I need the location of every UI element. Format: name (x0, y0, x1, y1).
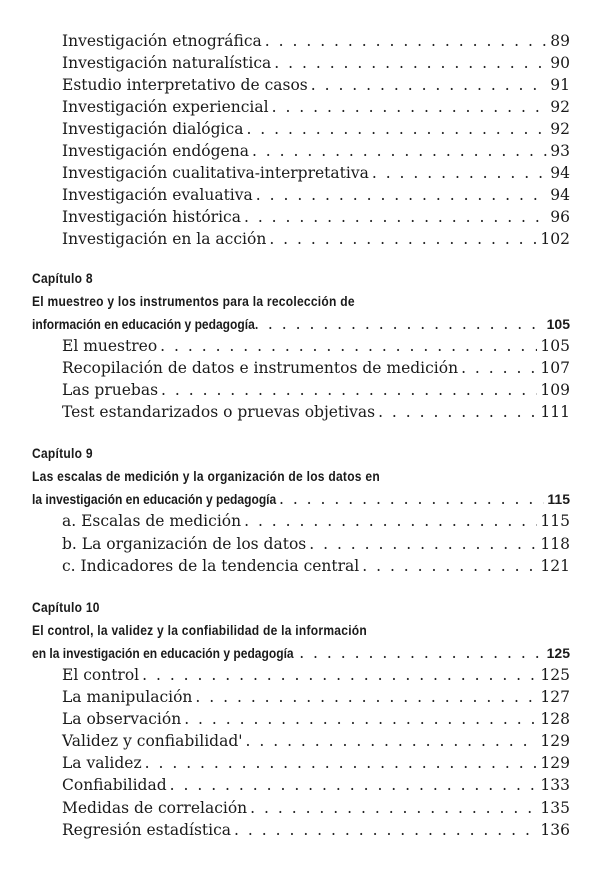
toc-entry-page: 107 (540, 359, 570, 377)
toc-entry-title: c. Indicadores de la tendencia central (62, 557, 360, 575)
toc-entry-page: 93 (550, 142, 570, 160)
dot-leader (372, 162, 547, 184)
toc-entry-title: Recopilación de datos e instrumentos de medición (62, 359, 459, 377)
toc-entry-title: Estudio interpretativo de casos (62, 76, 308, 94)
chapter-title: El muestreo y los instrumentos para la recolección de (32, 293, 355, 309)
chapter-page: 105 (546, 316, 570, 332)
toc-entry-page: 118 (540, 535, 570, 553)
toc-entry-page: 129 (540, 732, 570, 750)
toc-entry-title: Investigación experiencial (62, 98, 269, 116)
toc-entry-title: El muestreo (62, 337, 158, 355)
toc-entry-page: 92 (550, 98, 570, 116)
toc-entry-title: b. La organización de los datos (62, 535, 307, 553)
toc-entry[interactable] (62, 118, 570, 140)
toc-entry-page: 127 (540, 688, 570, 706)
toc-entry-title: Investigación histórica (62, 208, 241, 226)
dot-leader (246, 730, 538, 752)
toc-entry-title: a. Escalas de medición (62, 512, 242, 530)
dot-leader (160, 335, 537, 357)
toc-entry-title: Confiabilidad (62, 776, 167, 794)
toc-entry[interactable] (62, 797, 570, 819)
toc-entry[interactable] (62, 752, 570, 774)
dot-leader (145, 752, 538, 774)
toc-entry[interactable] (62, 335, 570, 357)
dot-leader (252, 140, 547, 162)
toc-entry-page: 105 (540, 337, 570, 355)
toc-entry[interactable] (62, 510, 570, 532)
toc-entry-title: Investigación endógena (62, 142, 249, 160)
chapter-label: Capítulo 8 (32, 270, 93, 286)
toc-entry[interactable] (62, 379, 570, 401)
chapter-title: El control, la validez y la confiabilidad de la información (32, 622, 368, 638)
toc-entry[interactable] (62, 74, 570, 96)
chapter-label: Capítulo 10 (32, 599, 100, 615)
toc-entry-title: Investigación evaluativa (62, 186, 253, 204)
dot-leader (184, 708, 537, 730)
toc-entry[interactable] (62, 819, 570, 841)
dot-leader (274, 52, 547, 74)
dot-leader (246, 118, 547, 140)
toc-entry[interactable] (62, 184, 570, 206)
toc-entry-title: El control (62, 666, 140, 684)
dot-leader (461, 357, 537, 379)
toc-entry-page: 128 (540, 710, 570, 728)
toc-entry-title: Investigación en la acción (62, 230, 267, 248)
toc-entry-page: 125 (540, 666, 570, 684)
toc-entry-title: Medidas de correlación (62, 799, 248, 817)
chapter-page: 125 (546, 645, 570, 661)
toc-entry-page: 96 (550, 208, 570, 226)
dot-leader (250, 797, 537, 819)
toc-entry-page: 111 (540, 403, 570, 421)
toc-entry[interactable] (62, 162, 570, 184)
toc-entry[interactable] (62, 357, 570, 379)
dot-leader (311, 74, 548, 96)
toc-entry-page: 109 (540, 381, 570, 399)
toc-entry-page: 89 (550, 32, 570, 50)
chapter-label: Capítulo 9 (32, 445, 93, 461)
toc-entry-page: 102 (540, 230, 570, 248)
toc-entry-page: 94 (550, 186, 570, 204)
chapter-heading-entry[interactable] (32, 313, 570, 335)
toc-entry-title: La observación (62, 710, 182, 728)
dot-leader (161, 379, 537, 401)
toc-entry-title: Investigación naturalística (62, 54, 272, 72)
chapter-title: en la investigación en educación y pedagogía (32, 645, 294, 661)
dot-leader (244, 510, 537, 532)
chapter-page: 115 (547, 491, 570, 507)
toc-entry[interactable] (62, 555, 570, 577)
toc-entry[interactable] (62, 52, 570, 74)
dot-leader (378, 401, 537, 423)
chapter-title: información en educación y pedagogía (32, 316, 255, 332)
dot-leader (170, 774, 538, 796)
toc-entry[interactable] (62, 140, 570, 162)
toc-entry-title: Investigación dialógica (62, 120, 244, 138)
dot-leader (279, 488, 544, 510)
dot-leader (142, 664, 537, 686)
toc-entry-title: La manipulación (62, 688, 193, 706)
toc-entry-title: Regresión estadística (62, 821, 232, 839)
toc-entry[interactable] (62, 708, 570, 730)
toc-entry-page: 91 (550, 76, 570, 94)
dot-leader (272, 96, 548, 118)
toc-entry[interactable] (62, 30, 570, 52)
toc-entry-title: Las pruebas (62, 381, 159, 399)
dot-leader (269, 228, 537, 250)
chapter-heading-entry[interactable] (32, 488, 570, 510)
dot-leader (195, 686, 537, 708)
toc-entry[interactable] (62, 228, 570, 250)
dot-leader (254, 313, 544, 335)
chapter-title: la investigación en educación y pedagogía (32, 491, 277, 507)
toc-entry-page: 136 (540, 821, 570, 839)
toc-entry[interactable] (62, 664, 570, 686)
dot-leader (256, 184, 548, 206)
toc-entry-page: 129 (540, 754, 570, 772)
toc-entry-page: 90 (550, 54, 570, 72)
toc-entry[interactable] (62, 533, 570, 555)
dot-leader (309, 533, 537, 555)
toc-entry[interactable] (62, 686, 570, 708)
toc-entry-title: Test estandarizados o pruevas objetivas (62, 403, 376, 421)
dot-leader (234, 819, 537, 841)
toc-entry[interactable] (62, 730, 570, 752)
dot-leader (244, 206, 547, 228)
toc-entry[interactable] (62, 774, 570, 796)
toc-entry-page: 135 (540, 799, 570, 817)
toc-entry-title: Validez y confiabilidad' (62, 732, 243, 750)
chapter-title: Las escalas de medición y la organización de los datos en (32, 468, 380, 484)
toc-entry-page: 121 (540, 557, 570, 575)
toc-entry-page: 94 (550, 164, 570, 182)
toc-entry-page: 133 (540, 776, 570, 794)
toc-entry[interactable] (62, 206, 570, 228)
dot-leader (299, 642, 543, 664)
toc-entry-title: La validez (62, 754, 142, 772)
toc-entry-title: Investigación cualitativa-interpretativa (62, 164, 369, 182)
toc-entry-page: 92 (550, 120, 570, 138)
dot-leader (362, 555, 537, 577)
chapter-heading-entry[interactable] (32, 642, 570, 664)
toc-entry[interactable] (62, 96, 570, 118)
toc-entry-title: Investigación etnográfica (62, 32, 262, 50)
toc-entry-page: 115 (540, 512, 570, 530)
dot-leader (265, 30, 547, 52)
toc-entry[interactable] (62, 401, 570, 423)
